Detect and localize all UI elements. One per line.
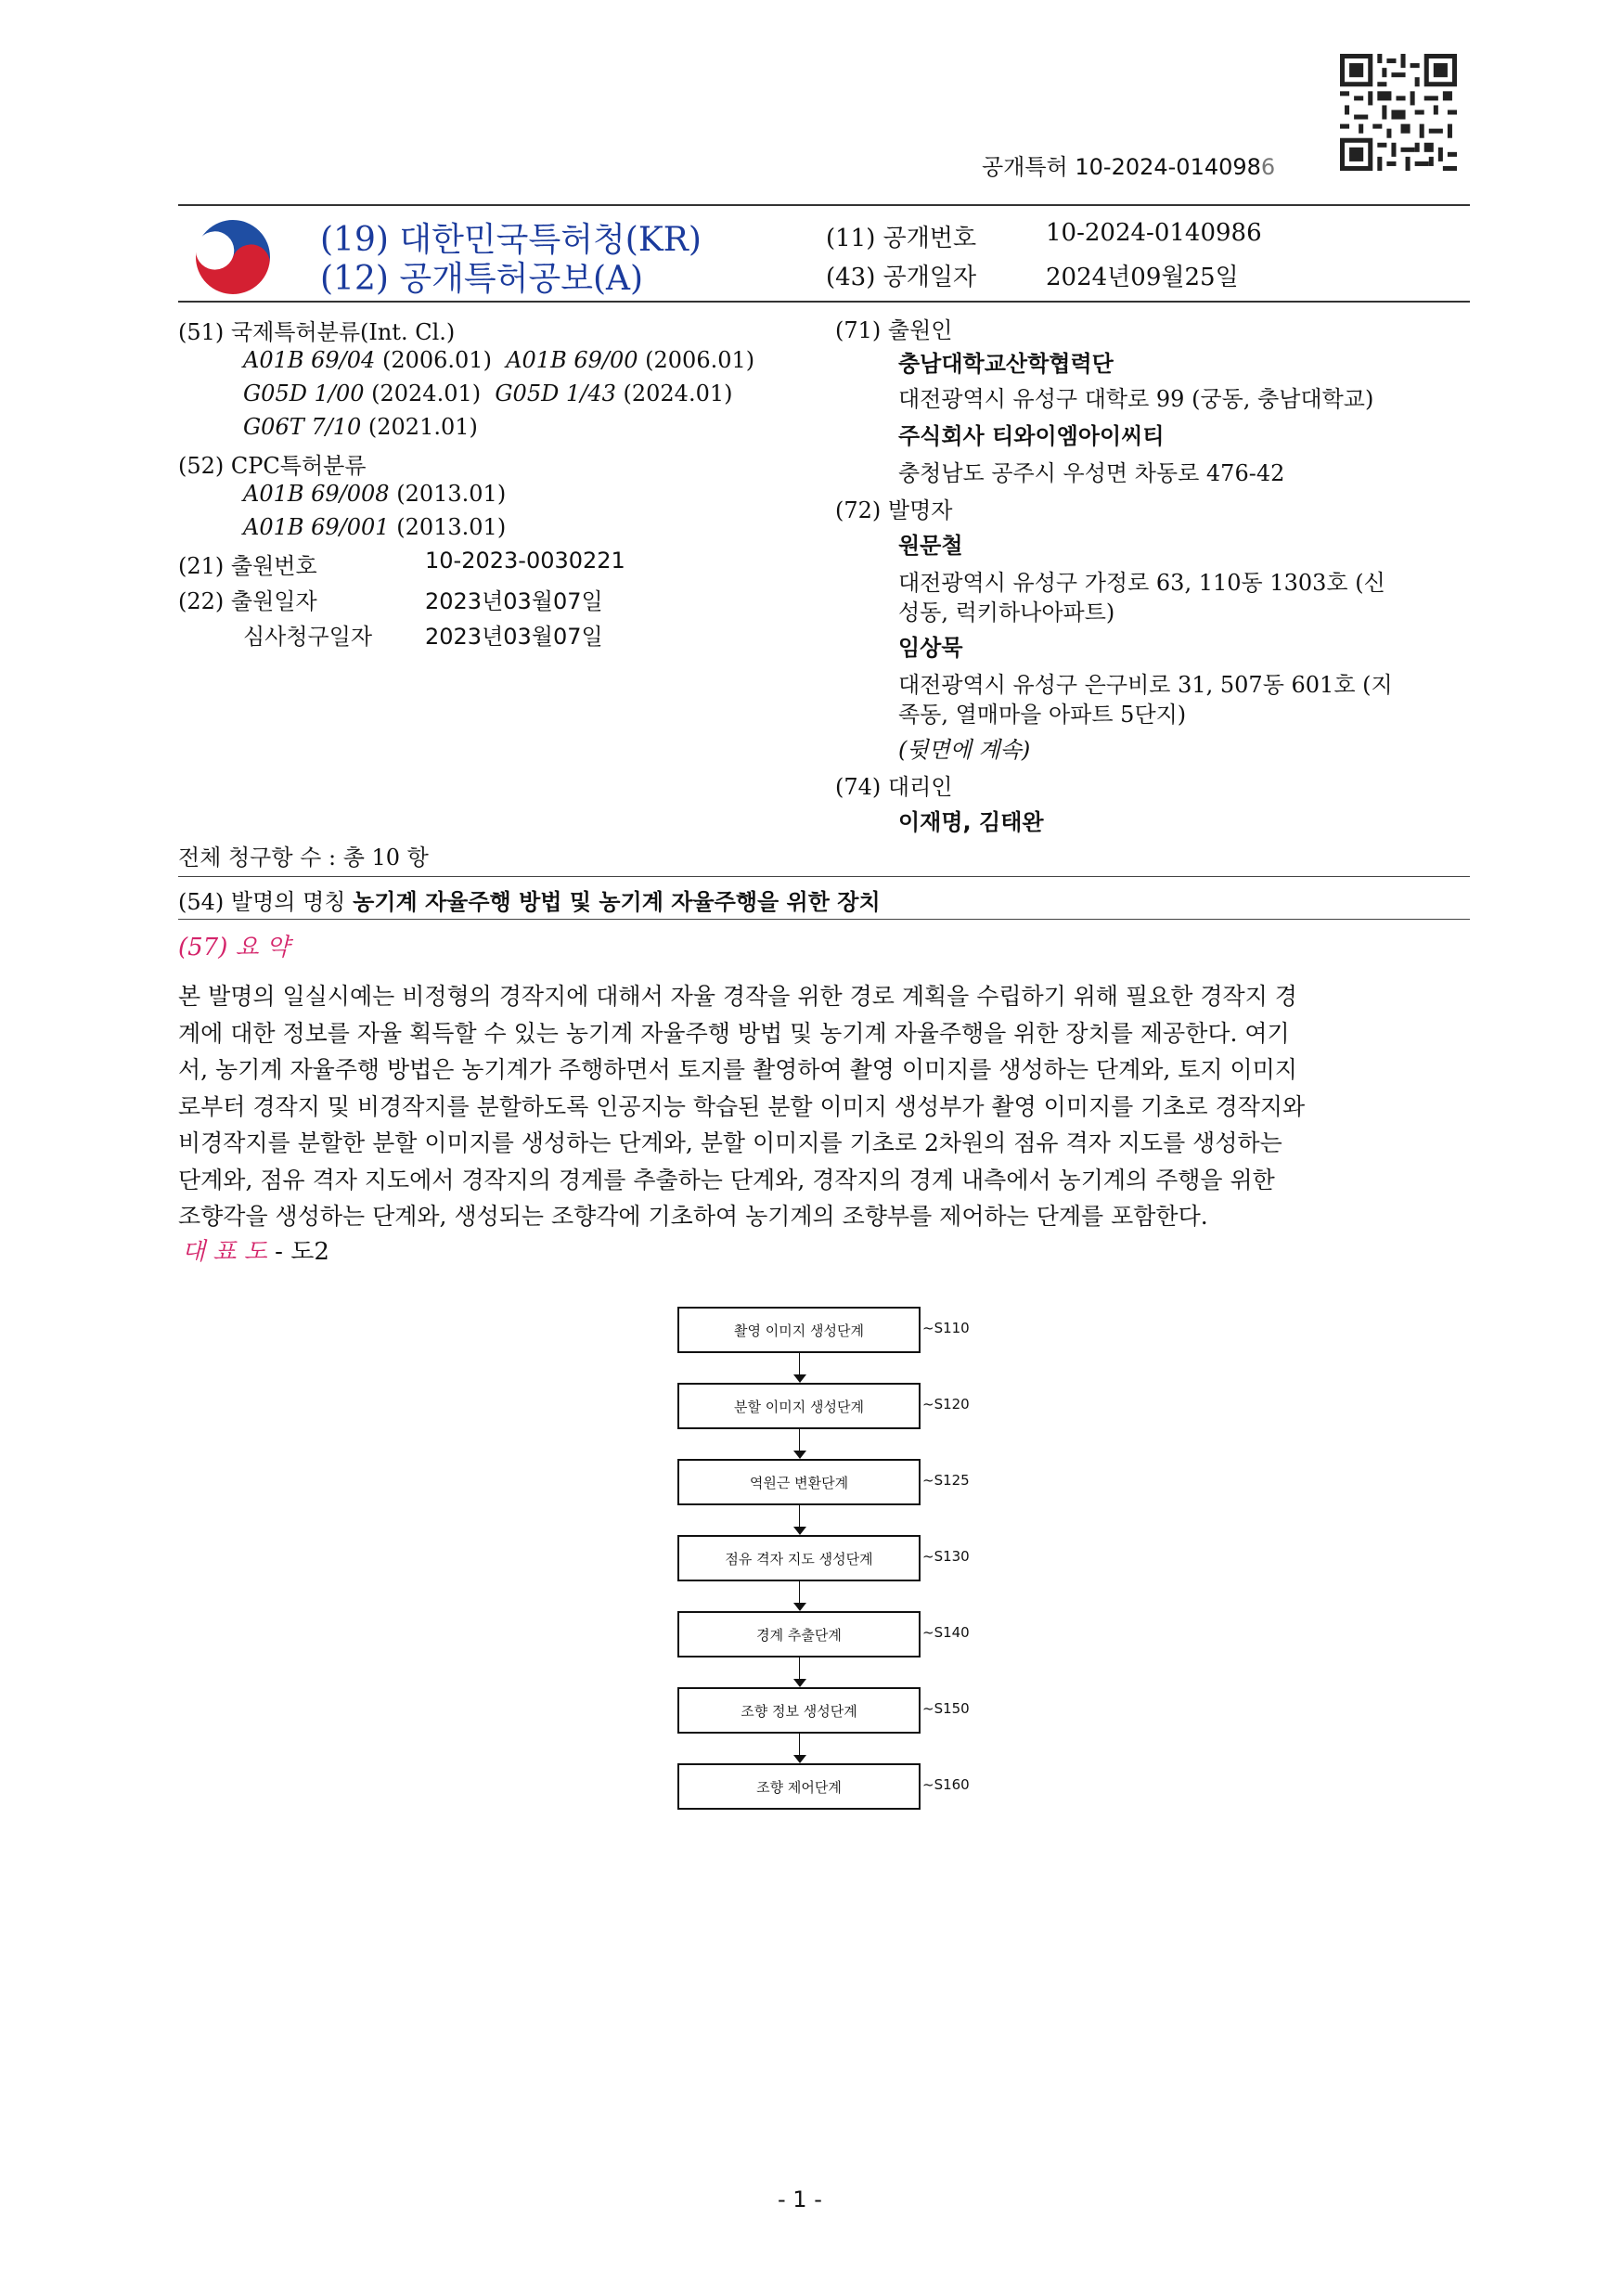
title54-bottom-rule (178, 919, 1470, 920)
inventor-name: 임상묵 (898, 635, 963, 661)
representative-figure (182, 1232, 329, 1267)
flowchart-connector (799, 1429, 800, 1451)
office-title: (19) 대한민국특허청(KR) (320, 221, 702, 259)
inventor-address: 성동, 럭키하나아파트) (898, 600, 1115, 626)
invention-title-text: 농기계 자율주행 방법 및 농기계 자율주행을 위한 장치 (353, 889, 881, 915)
inventor-address: 대전광역시 유성구 가정로 63, 110동 1303호 (신 (898, 570, 1385, 596)
abstract-line: 로부터 경작지 및 비경작지를 분할하도록 인공지능 학습된 분할 이미지 생성부가 촬영 이미지를 기초로 경작지와 (178, 1092, 1306, 1120)
flowchart-step-box: 점유 격자 지도 생성단계 (677, 1535, 921, 1581)
applicant-name: 주식회사 티와이엠아이씨티 (898, 423, 1165, 449)
flowchart-step-box: 촬영 이미지 생성단계 (677, 1307, 921, 1353)
flowchart-step-code: ~S150 (922, 1700, 970, 1717)
header-rule (178, 204, 1470, 206)
title54-top-rule (178, 876, 1470, 877)
invention-title-label: (54) 발명의 명칭 (178, 889, 346, 915)
cpc-code: A01B 69/008 (243, 481, 390, 507)
ipc-version: (2024.01) (371, 381, 482, 406)
applicant-name: 충남대학교산학협력단 (898, 351, 1114, 377)
flowchart-arrow-icon (793, 1451, 806, 1459)
invention-title (178, 884, 881, 916)
ipc-row-3 (243, 414, 478, 440)
flowchart-arrow-icon (793, 1755, 806, 1763)
flowchart-step-code: ~S110 (922, 1320, 970, 1336)
exam-date-value: 2023년03월07일 (425, 624, 603, 650)
ipc-code: G06T 7/10 (243, 414, 362, 440)
agent-names: 이재명, 김태완 (898, 809, 1044, 835)
abstract-body (178, 978, 1470, 1235)
flowchart-arrow-icon (793, 1679, 806, 1687)
flowchart-arrow-icon (793, 1527, 806, 1535)
abstract-line: 조향각을 생성하는 단계와, 생성되는 조향각에 기초하여 농기계의 조향부를 제어하는 단계를 포함한다. (178, 1203, 1208, 1230)
flowchart-step-box: 분할 이미지 생성단계 (677, 1383, 921, 1429)
agent-label: (74) 대리인 (835, 774, 953, 800)
applicant-label: (71) 출원인 (835, 317, 953, 343)
flowchart-step-box: 경계 추출단계 (677, 1611, 921, 1658)
flowchart-step-code-text: S110 (934, 1320, 970, 1336)
doc-type-title: (12) 공개특허공보(A) (320, 260, 644, 298)
flowchart-arrow-icon (793, 1374, 806, 1383)
flowchart-step-box: 조향 정보 생성단계 (677, 1687, 921, 1734)
inventor-address: 대전광역시 유성구 은구비로 31, 507동 601호 (지 (898, 672, 1393, 698)
ipc-version: (2021.01) (367, 414, 478, 440)
cpc-code: A01B 69/001 (243, 514, 390, 540)
app-no-label: (21) 출원번호 (178, 553, 317, 579)
cpc-row-2 (243, 514, 506, 540)
ipc-code: G05D 1/00 (243, 381, 365, 406)
inventor-label: (72) 발명자 (835, 497, 953, 523)
applicant-address: 대전광역시 유성구 대학로 99 (궁동, 충남대학교) (898, 386, 1374, 412)
abstract-heading: (57) 요 약 (178, 934, 290, 961)
cpc-version: (2013.01) (396, 514, 507, 540)
abstract-line: 본 발명의 일실시예는 비정형의 경작지에 대해서 자율 경작을 위한 경로 계획을 수립하기 위해 필요한 경작지 경 (178, 983, 1297, 1010)
abstract-line: 단계와, 점유 격자 지도에서 경작지의 경계를 추출하는 단계와, 경작지의 경계 내측에서 농기계의 주행을 위한 (178, 1166, 1275, 1193)
abstract-line: 비경작지를 분할한 분할 이미지를 생성하는 단계와, 분할 이미지를 기초로 2차원의 점유 격자 지도를 생성하는 (178, 1129, 1282, 1156)
exam-date-label: 심사청구일자 (243, 624, 373, 650)
app-no-value: 10-2023-0030221 (425, 548, 625, 574)
flowchart-connector (799, 1658, 800, 1680)
inventor-name: 원문철 (898, 533, 963, 559)
cpc-version: (2013.01) (396, 481, 507, 507)
pub-date-label: (43) 공개일자 (826, 264, 977, 291)
ipc-version: (2006.01) (645, 347, 755, 373)
representative-figure-value: - 도2 (275, 1238, 329, 1266)
flowchart-connector (799, 1353, 800, 1375)
flowchart-step-code: ~S160 (922, 1776, 970, 1793)
applicant-address: 충청남도 공주시 우성면 차동로 476-42 (898, 460, 1285, 486)
flowchart-step-code-text: S130 (934, 1548, 970, 1565)
app-date-label: (22) 출원일자 (178, 588, 317, 614)
pub-no-value: 10-2024-0140986 (1046, 219, 1262, 247)
abstract-line: 계에 대한 정보를 자율 획득할 수 있는 농기계 자율주행 방법 및 농기계 자율주행을 위한 장치를 제공한다. 여기 (178, 1019, 1290, 1047)
cpc-label: (52) CPC특허분류 (178, 453, 367, 479)
ipc-label: (51) 국제특허분류(Int. Cl.) (178, 319, 456, 345)
flowchart-step-code-text: S140 (934, 1624, 970, 1641)
flowchart-step-code: ~S130 (922, 1548, 970, 1565)
qr-code-icon (1340, 54, 1457, 171)
flowchart-step-code-text: S160 (934, 1776, 970, 1793)
flowchart-connector (799, 1734, 800, 1756)
title-rule (178, 301, 1470, 303)
claims-count: 전체 청구항 수 : 총 10 항 (178, 845, 429, 871)
flowchart-step-code-text: S120 (934, 1396, 970, 1412)
page-number: - 1 - (778, 2186, 822, 2212)
flowchart-connector (799, 1505, 800, 1528)
ipc-code: A01B 69/04 (243, 347, 376, 373)
ipc-code: G05D 1/43 (495, 381, 616, 406)
header-pub-label (982, 148, 1275, 181)
pub-date-value: 2024년09월25일 (1046, 264, 1239, 291)
ipc-row-1 (243, 347, 754, 373)
ipc-code: A01B 69/00 (506, 347, 638, 373)
flowchart-connector (799, 1581, 800, 1604)
ipc-row-2 (243, 381, 732, 406)
flowchart-step-code: ~S140 (922, 1624, 970, 1641)
app-date-value: 2023년03월07일 (425, 588, 603, 614)
abstract-line: 서, 농기계 자율주행 방법은 농기계가 주행하면서 토지를 촬영하여 촬영 이미지를 생성하는 단계와, 토지 이미지 (178, 1056, 1297, 1083)
flowchart-step-code: ~S120 (922, 1396, 970, 1412)
flowchart-arrow-icon (793, 1603, 806, 1611)
cpc-row-1 (243, 481, 506, 507)
representative-figure-label: 대 표 도 (182, 1238, 267, 1266)
flowchart-step-box: 조향 제어단계 (677, 1763, 921, 1810)
header-pub-label-tail: 6 (1260, 154, 1276, 180)
ipc-version: (2006.01) (381, 347, 492, 373)
header-pub-label-text: 공개특허 10-2024-014098 (982, 154, 1261, 180)
flowchart-step-code-text: S150 (934, 1700, 970, 1717)
flowchart-step-code-text: S125 (934, 1472, 970, 1489)
taegeuk-logo-icon (193, 217, 273, 297)
continued-note: (뒷면에 계속) (898, 737, 1031, 763)
pub-no-label: (11) 공개번호 (826, 225, 977, 252)
flowchart-step-box: 역원근 변환단계 (677, 1459, 921, 1505)
ipc-version: (2024.01) (623, 381, 733, 406)
flowchart-step-code: ~S125 (922, 1472, 970, 1489)
inventor-address: 족동, 열매마을 아파트 5단지) (898, 702, 1187, 728)
